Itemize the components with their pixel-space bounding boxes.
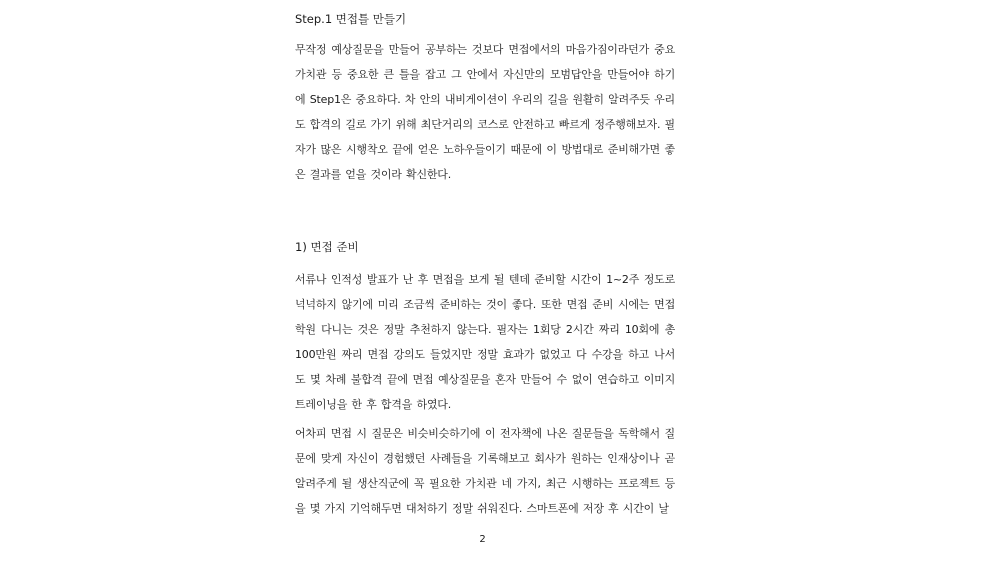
step-title: Step.1 면접틀 만들기 [295,12,407,26]
page-content [295,9,675,521]
page-number: 2 [479,534,486,545]
intro-paragraph: 무작정 예상질문을 만들어 공부하는 것보다 면접에서의 마음가짐이라던가 중요가치관 등 중요한 큰 틀을 잡고 그 안에서 자신만의 모범답안을 만들어야 하기에 Step1은 중요하다. 차 안의 내비게이션이 우리의 길을 원활히 알려주듯 우리도 합격의 길로 가기 위해 최단거리의 코스로 안전하고 빠르게 정주행해보자. 필자가 많은 시행착오 끝에 얻은 노하우들이기 때문에 이 방법대로 준비해가면 좋은 결과를 얻을 것이라 확신한다. [295,43,675,181]
section-paragraph-1: 서류나 인적성 발표가 난 후 면접을 보게 될 텐데 준비할 시간이 1~2주 정도로 넉넉하지 않기에 미리 조금씩 준비하는 것이 좋다. 또한 면접 준비 시에는 면접 학원 다니는 것은 정말 추천하지 않는다. 필자는 1회당 2시간 짜리 10회에 총 100만원 짜리 면접 강의도 들었지만 정말 효과가 없었고 다 수강을 하고 나서도 몇 차례 불합격 끝에 면접 예상질문을 혼자 만들어 수 없이 연습하고 이미지트레이닝을 한 후 합격을 하였다. [295,273,675,411]
section-title: 1) 면접 준비 [295,240,359,254]
section-paragraph-2: 어차피 면접 시 질문은 비슷비슷하기에 이 전자책에 나온 질문들을 독학해서 질문에 맞게 자신이 경험했던 사례들을 기록해보고 회사가 원하는 인재상이나 곧 알려주게 될 생산직군에 꼭 필요한 가치관 네 가지, 최근 시행하는 프로젝트 등을 몇 가지 기억해두면 대처하기 정말 쉬워진다. 스마트폰에 저장 후 시간이 날 [295,427,675,515]
